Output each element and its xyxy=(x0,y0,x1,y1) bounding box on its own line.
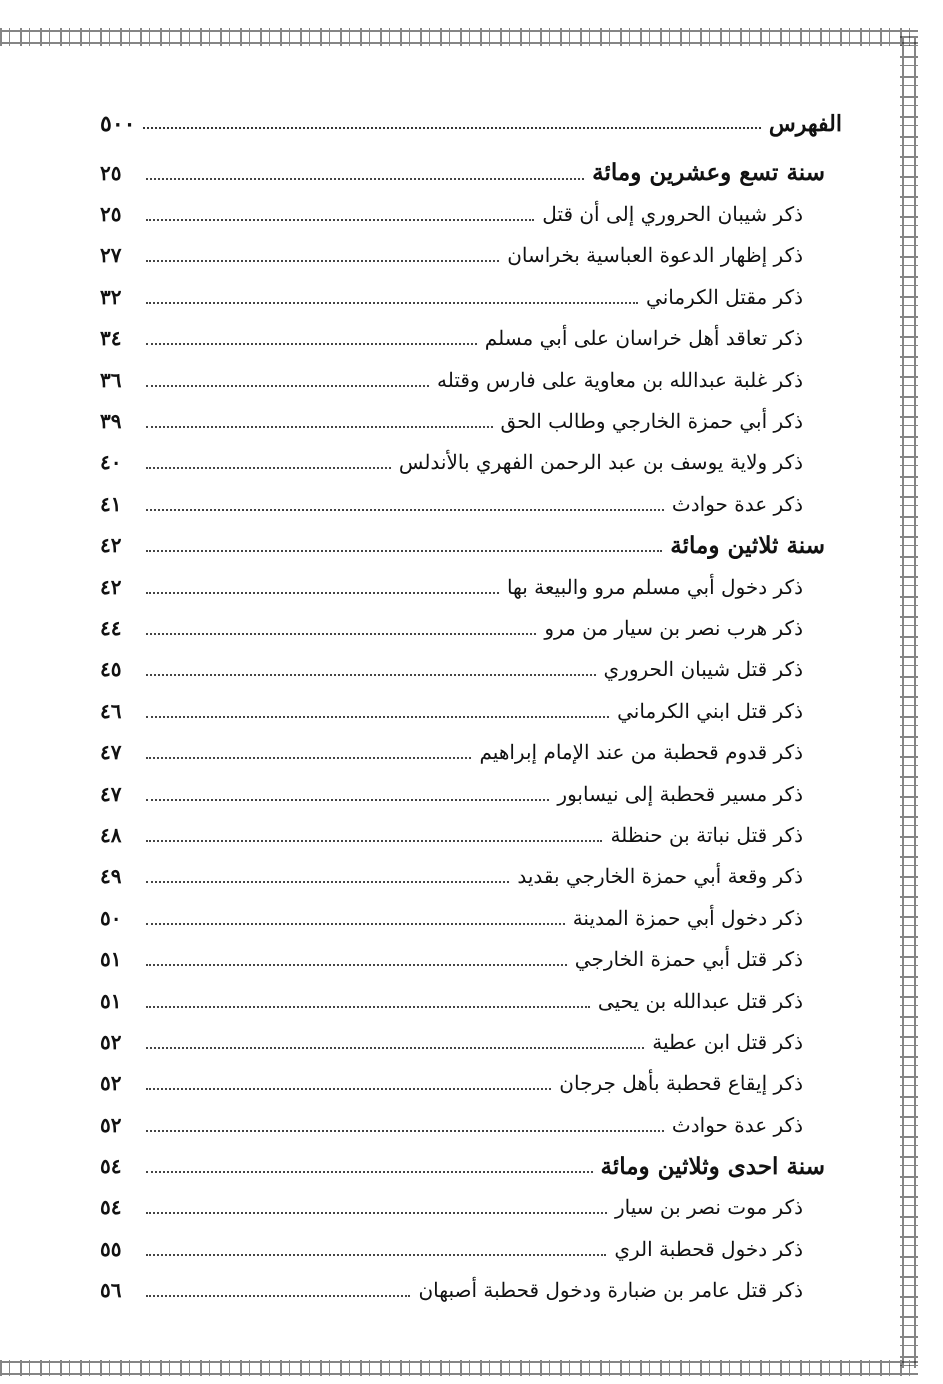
toc-entry-label: ذكر مقتل الكرماني xyxy=(646,284,803,309)
toc-entry-page: ٢٧ xyxy=(100,243,122,268)
toc-entry-label: سنة احدى وثلاثين ومائة xyxy=(600,1152,825,1180)
toc-entry xyxy=(100,1104,825,1145)
toc-entry xyxy=(100,1063,825,1104)
toc-entry xyxy=(100,276,825,317)
dot-leader xyxy=(146,1088,551,1090)
toc-entry-label: ذكر دخول أبي مسلم مرو والبيعة بها xyxy=(506,574,803,599)
toc-entry-label: ذكر وقعة أبي حمزة الخارجي بقديد xyxy=(517,864,803,889)
ornamental-border-right xyxy=(900,36,918,1368)
dot-leader xyxy=(146,1171,593,1173)
toc-entry xyxy=(100,938,825,979)
toc-entry-label: ذكر مسير قحطبة إلى نيسابور xyxy=(557,781,803,806)
dot-leader xyxy=(146,964,567,966)
toc-entry-page: ٣٤ xyxy=(100,326,122,351)
running-header-title: الفهرس xyxy=(768,111,842,137)
toc-entry-label: ذكر إظهار الدعوة العباسية بخراسان xyxy=(507,243,803,268)
dot-leader xyxy=(146,923,565,925)
toc-entry-page: ٢٥ xyxy=(100,202,122,227)
toc-entry xyxy=(100,235,825,276)
toc-entry-label: ذكر قتل ابني الكرماني xyxy=(617,698,803,723)
toc-entry xyxy=(100,400,825,441)
toc-entry-label: ذكر قتل ابن عطية xyxy=(652,1029,803,1054)
toc-entry xyxy=(100,1228,825,1269)
ornamental-border-top xyxy=(0,28,918,46)
running-header xyxy=(100,108,842,140)
toc-entry-label: ذكر تعاقد أهل خراسان على أبي مسلم xyxy=(484,326,803,351)
toc-entry-page: ٣٢ xyxy=(100,284,122,309)
toc-entry xyxy=(100,1021,825,1062)
toc-entry-label: ذكر موت نصر بن سيار xyxy=(614,1195,803,1220)
toc-entry-page: ٤٧ xyxy=(100,740,122,765)
toc-entry xyxy=(100,731,825,772)
toc-entry xyxy=(100,1270,825,1311)
toc-entry-label: ذكر شيبان الحروري إلى أن قتل xyxy=(542,202,803,227)
toc-entry-label: ذكر دخول أبي حمزة المدينة xyxy=(572,905,803,930)
toc-entry-page: ٤٨ xyxy=(100,822,122,847)
toc-entry xyxy=(100,773,825,814)
toc-entry xyxy=(100,649,825,690)
dot-leader xyxy=(146,1212,607,1214)
toc-entry-label: ذكر قتل شيبان الحروري xyxy=(603,657,803,682)
toc-entry-label: ذكر قتل عامر بن ضبارة ودخول قحطبة أصبهان xyxy=(418,1278,803,1303)
dot-leader xyxy=(146,260,499,262)
toc-entry-label: ذكر دخول قحطبة الري xyxy=(614,1236,803,1261)
dot-leader xyxy=(146,467,391,469)
toc-entry-page: ٤٢ xyxy=(100,533,122,558)
toc-year-heading xyxy=(100,525,825,566)
dot-leader xyxy=(146,592,499,594)
toc-entry xyxy=(100,318,825,359)
dot-leader xyxy=(146,1130,664,1132)
toc-entry-label: سنة تسع وعشرين ومائة xyxy=(592,159,825,187)
dot-leader xyxy=(146,509,664,511)
toc-entry xyxy=(100,193,825,234)
dot-leader xyxy=(146,426,493,428)
toc-entry xyxy=(100,1187,825,1228)
toc-entry-page: ٥١ xyxy=(100,947,122,972)
toc-entry-label: ذكر قدوم قحطبة من عند الإمام إبراهيم xyxy=(479,740,803,765)
toc-entry-page: ٣٩ xyxy=(100,409,122,434)
toc-year-heading xyxy=(100,1145,825,1186)
toc-entry xyxy=(100,690,825,731)
toc-entry-page: ٢٥ xyxy=(100,160,122,185)
dot-leader xyxy=(146,840,602,842)
toc-entry xyxy=(100,566,825,607)
toc-entry-label: ذكر عدة حوادث xyxy=(671,1112,803,1137)
toc-entry-page: ٣٦ xyxy=(100,367,122,392)
table-of-contents xyxy=(100,152,825,1311)
dot-leader xyxy=(146,633,536,635)
toc-entry-label: ذكر غلبة عبدالله بن معاوية على فارس وقتله xyxy=(436,367,803,392)
dot-leader xyxy=(146,881,509,883)
dot-leader xyxy=(146,716,609,718)
toc-entry-label: ذكر قتل أبي حمزة الخارجي xyxy=(574,947,803,972)
dot-leader xyxy=(146,385,429,387)
toc-entry xyxy=(100,814,825,855)
header-leader xyxy=(143,127,760,129)
toc-entry-label: ذكر قتل عبدالله بن يحيى xyxy=(597,988,803,1013)
dot-leader xyxy=(146,343,477,345)
toc-entry-page: ٥٦ xyxy=(100,1278,122,1303)
toc-entry xyxy=(100,897,825,938)
ornamental-border-bottom xyxy=(0,1360,918,1376)
toc-entry-page: ٤٠ xyxy=(100,450,122,475)
toc-entry-label: ذكر إيقاع قحطبة بأهل جرجان xyxy=(559,1071,803,1096)
dot-leader xyxy=(146,674,596,676)
dot-leader xyxy=(146,1295,410,1297)
toc-entry-page: ٤٥ xyxy=(100,657,122,682)
toc-entry-page: ٥٤ xyxy=(100,1154,122,1179)
toc-entry-page: ٤٩ xyxy=(100,864,122,889)
toc-entry-label: ذكر عدة حوادث xyxy=(671,491,803,516)
toc-entry-page: ٤٦ xyxy=(100,698,122,723)
toc-entry xyxy=(100,856,825,897)
toc-entry-page: ٤٧ xyxy=(100,781,122,806)
dot-leader xyxy=(146,178,584,180)
toc-entry-page: ٥٢ xyxy=(100,1071,122,1096)
toc-entry-page: ٥٢ xyxy=(100,1029,122,1054)
toc-entry-label: ذكر قتل نباتة بن حنظلة xyxy=(610,822,803,847)
toc-entry xyxy=(100,442,825,483)
toc-entry-label: سنة ثلاثين ومائة xyxy=(670,531,825,559)
dot-leader xyxy=(146,550,662,552)
toc-entry xyxy=(100,359,825,400)
dot-leader xyxy=(146,302,638,304)
toc-entry xyxy=(100,483,825,524)
toc-entry-page: ٥١ xyxy=(100,988,122,1013)
toc-entry-label: ذكر هرب نصر بن سيار من مرو xyxy=(544,615,803,640)
page-number: ٥٠٠ xyxy=(100,111,136,137)
toc-entry-page: ٥٠ xyxy=(100,905,122,930)
toc-entry xyxy=(100,980,825,1021)
toc-entry-label: ذكر ولاية يوسف بن عبد الرحمن الفهري بالأندلس xyxy=(398,450,803,475)
toc-entry-page: ٥٥ xyxy=(100,1236,122,1261)
toc-entry-page: ٥٤ xyxy=(100,1195,122,1220)
toc-entry-page: ٤٢ xyxy=(100,574,122,599)
toc-entry xyxy=(100,607,825,648)
dot-leader xyxy=(146,799,549,801)
dot-leader xyxy=(146,1047,644,1049)
toc-entry-page: ٤١ xyxy=(100,491,122,516)
toc-entry-page: ٤٤ xyxy=(100,615,122,640)
dot-leader xyxy=(146,219,534,221)
toc-entry-page: ٥٢ xyxy=(100,1112,122,1137)
dot-leader xyxy=(146,1254,606,1256)
toc-year-heading xyxy=(100,152,825,193)
dot-leader xyxy=(146,1006,590,1008)
toc-entry-label: ذكر أبي حمزة الخارجي وطالب الحق xyxy=(500,409,803,434)
dot-leader xyxy=(146,757,471,759)
